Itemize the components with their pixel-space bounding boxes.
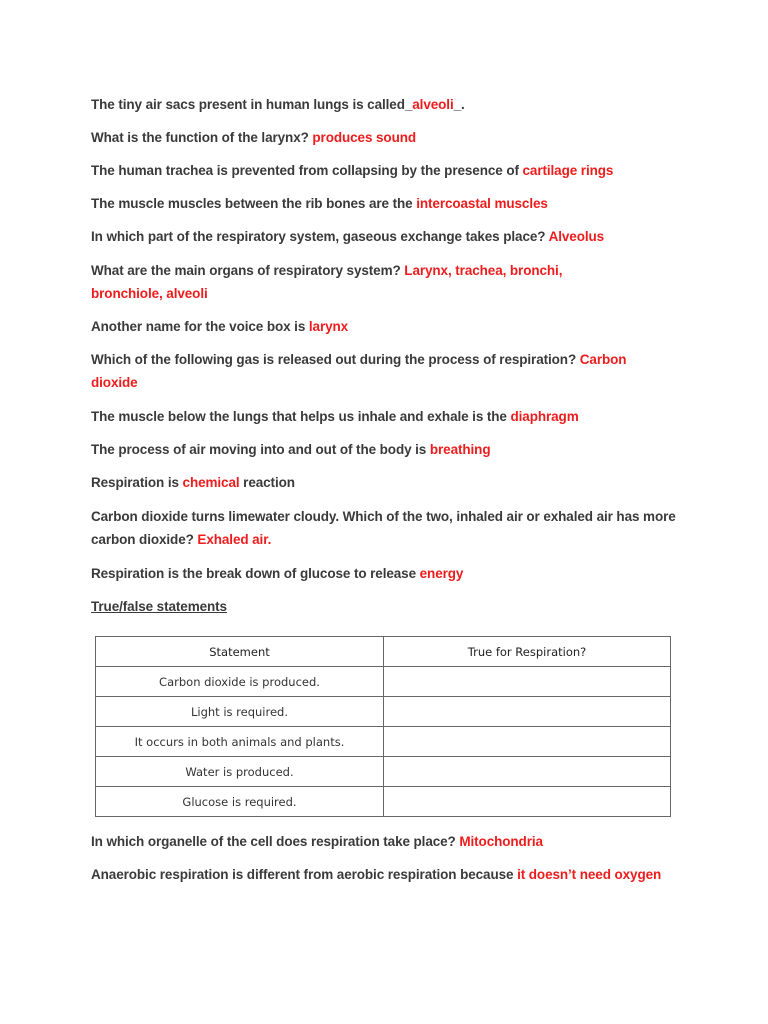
table-row [96, 727, 671, 757]
question-5: In which part of the respiratory system, gaseous exchange takes place? Alveolus [91, 229, 605, 244]
table-row [96, 787, 671, 817]
question-13: Respiration is the break down of glucose to release energy [91, 566, 464, 581]
tf-heading: True/false statements [91, 599, 227, 614]
answer-3: cartilage rings [522, 163, 614, 178]
question-4: The muscle muscles between the rib bones are the intercoastal muscles [91, 196, 548, 211]
question-6: What are the main organs of respiratory system? Larynx, trachea, bronchi, bronchiole, alveoli [91, 263, 563, 301]
true-for-respiration-header: True for Respiration? [384, 637, 671, 667]
question-7: Another name for the voice box is larynx [91, 319, 349, 334]
statement-header: Statement [96, 637, 384, 667]
answer-cell [384, 787, 671, 817]
table-header-row [96, 637, 671, 667]
statement-cell: It occurs in both animals and plants. [96, 727, 384, 757]
question-12: Carbon dioxide turns limewater cloudy. Which of the two, inhaled air or exhaled air has more carbon dioxide? Exhaled air. [91, 509, 676, 547]
answer-cell [384, 667, 671, 697]
answer-11: chemical [182, 475, 240, 490]
question-14: In which organelle of the cell does respiration take place? Mitochondria [91, 834, 543, 849]
answer-13: energy [419, 566, 464, 581]
answer-15: it doesn’t need oxygen [517, 867, 662, 882]
question-15: Anaerobic respiration is different from aerobic respiration because it doesn’t need oxygen [91, 867, 662, 882]
statement-cell: Light is required. [96, 697, 384, 727]
answer-cell [384, 697, 671, 727]
answer-8: Carbon dioxide [91, 352, 627, 390]
answer-12: Exhaled air. [197, 532, 272, 547]
answer-10: breathing [429, 442, 491, 457]
answer-7: larynx [308, 319, 349, 334]
answer-cell [384, 757, 671, 787]
answer-6: Larynx, trachea, bronchi, bronchiole, alveoli [91, 263, 563, 301]
question-9: The muscle below the lungs that helps us inhale and exhale is the diaphragm [91, 409, 579, 424]
true-false-table [95, 636, 671, 817]
answer-9: diaphragm [510, 409, 579, 424]
table-row [96, 697, 671, 727]
question-10: The process of air moving into and out of the body is breathing [91, 442, 491, 457]
table-row [96, 667, 671, 697]
answer-5: Alveolus [548, 229, 605, 244]
statement-cell: Glucose is required. [96, 787, 384, 817]
answer-4: intercoastal muscles [416, 196, 548, 211]
question-1: The tiny air sacs present in human lungs is called_alveoli_. [91, 97, 465, 112]
question-3: The human trachea is prevented from collapsing by the presence of cartilage rings [91, 163, 614, 178]
table-row [96, 757, 671, 787]
answer-14: Mitochondria [459, 834, 543, 849]
question-11: Respiration is chemical reaction [91, 475, 295, 490]
question-2: What is the function of the larynx? produces sound [91, 130, 417, 145]
answer-2: produces sound [312, 130, 417, 145]
question-8: Which of the following gas is released out during the process of respiration? Carbon dioxide [91, 352, 627, 390]
answer-cell [384, 727, 671, 757]
answer-1: alveoli [412, 97, 454, 112]
statement-cell: Carbon dioxide is produced. [96, 667, 384, 697]
statement-cell: Water is produced. [96, 757, 384, 787]
